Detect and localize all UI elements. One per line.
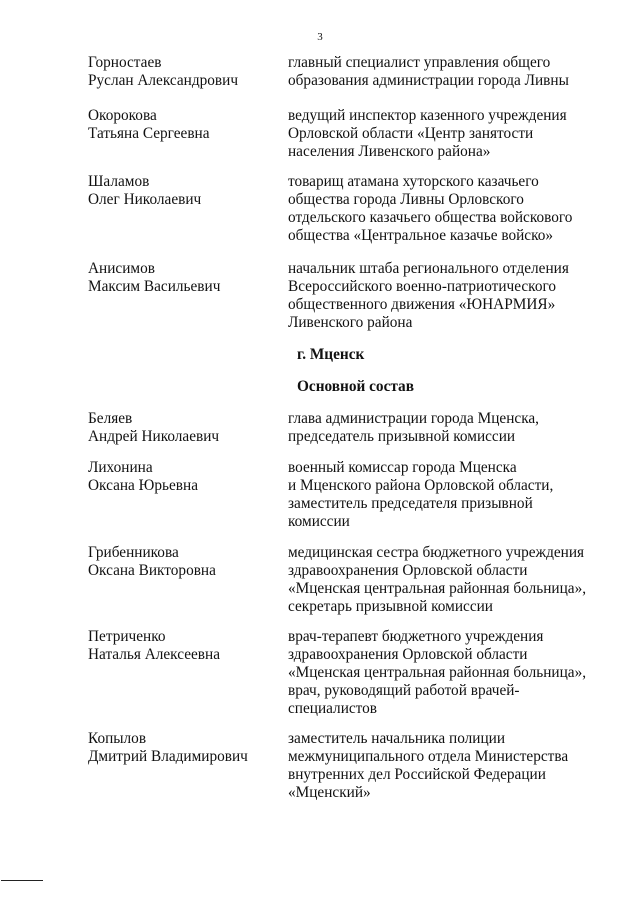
role-line: «Мценский»	[288, 784, 371, 801]
member-name	[88, 173, 278, 209]
given-names: Руслан Александрович	[88, 72, 239, 89]
given-names: Оксана Юрьевна	[88, 477, 198, 494]
member-name	[88, 544, 278, 580]
role-line: товарищ атамана хуторского казачьего	[288, 173, 539, 190]
role-line: председатель призывной комиссии	[288, 428, 516, 445]
role-line: ведущий инспектор казенного учреждения	[288, 107, 567, 124]
member-role	[288, 544, 608, 616]
role-line: врач-терапевт бюджетного учреждения	[288, 628, 544, 645]
role-line: отдельского казачьего общества войскового	[288, 209, 573, 226]
role-line: населения Ливенского района»	[288, 143, 491, 160]
given-names: Наталья Алексеевна	[88, 646, 220, 663]
member-name	[88, 628, 278, 664]
role-line: и Мценского района Орловской области,	[288, 477, 554, 494]
role-line: специалистов	[288, 700, 378, 717]
surname: Лихонина	[88, 459, 153, 476]
member-role	[288, 410, 608, 446]
given-names: Максим Васильевич	[88, 278, 221, 295]
member-role	[288, 730, 608, 802]
member-role	[288, 628, 608, 718]
role-line: «Мценская центральная районная больница»,	[288, 664, 587, 681]
role-line: начальник штаба регионального отделения	[288, 260, 569, 277]
role-line: секретарь призывной комиссии	[288, 598, 493, 615]
role-line: комиссии	[288, 513, 350, 530]
role-line: главный специалист управления общего	[288, 54, 551, 71]
member-role	[288, 260, 608, 332]
role-line: внутренних дел Российской Федерации	[288, 766, 546, 783]
member-name	[88, 54, 278, 90]
surname: Анисимов	[88, 260, 155, 277]
role-line: врач, руководящий работой врачей-	[288, 682, 520, 699]
role-line: Орловской области «Центр занятости	[288, 125, 534, 142]
given-names: Татьяна Сергеевна	[88, 125, 210, 142]
role-line: межмуниципального отдела Министерства	[288, 748, 569, 765]
member-name	[88, 730, 278, 766]
role-line: общества «Центральное казачье войско»	[288, 227, 554, 244]
role-line: «Мценская центральная районная больница»,	[288, 580, 587, 597]
member-role	[288, 107, 608, 161]
member-role	[288, 173, 608, 245]
surname: Копылов	[88, 730, 147, 747]
role-line: глава администрации города Мценска,	[288, 410, 540, 427]
role-line: заместитель начальника полиции	[288, 730, 506, 747]
surname: Горностаев	[88, 54, 162, 71]
member-name	[88, 410, 278, 446]
role-line: общественного движения «ЮНАРМИЯ»	[288, 296, 556, 313]
member-role	[288, 54, 608, 90]
role-line: общества города Ливны Орловского	[288, 191, 524, 208]
role-line: здравоохранения Орловской области	[288, 562, 528, 579]
given-names: Оксана Викторовна	[88, 562, 216, 579]
member-role	[288, 459, 608, 531]
member-name	[88, 459, 278, 495]
given-names: Дмитрий Владимирович	[88, 748, 248, 765]
surname: Шаламов	[88, 173, 150, 190]
given-names: Олег Николаевич	[88, 191, 202, 208]
role-line: медицинская сестра бюджетного учреждения	[288, 544, 585, 561]
surname: Петриченко	[88, 628, 166, 645]
role-line: здравоохранения Орловской области	[288, 646, 528, 663]
section-city-heading: г. Мценск	[297, 346, 365, 363]
role-line: образования администрации города Ливны	[288, 72, 569, 89]
section-subtitle: Основной состав	[297, 378, 414, 395]
surname: Окорокова	[88, 107, 157, 124]
role-line: заместитель председателя призывной	[288, 495, 533, 512]
member-name	[88, 107, 278, 143]
surname: Грибенникова	[88, 544, 179, 561]
page-number: 3	[317, 31, 323, 43]
role-line: военный комиссар города Мценска	[288, 459, 517, 476]
given-names: Андрей Николаевич	[88, 428, 220, 445]
surname: Беляев	[88, 410, 133, 427]
role-line: Ливенского района	[288, 314, 413, 331]
role-line: Всероссийского военно-патриотического	[288, 278, 557, 295]
footer-divider	[1, 880, 43, 881]
member-name	[88, 260, 278, 296]
